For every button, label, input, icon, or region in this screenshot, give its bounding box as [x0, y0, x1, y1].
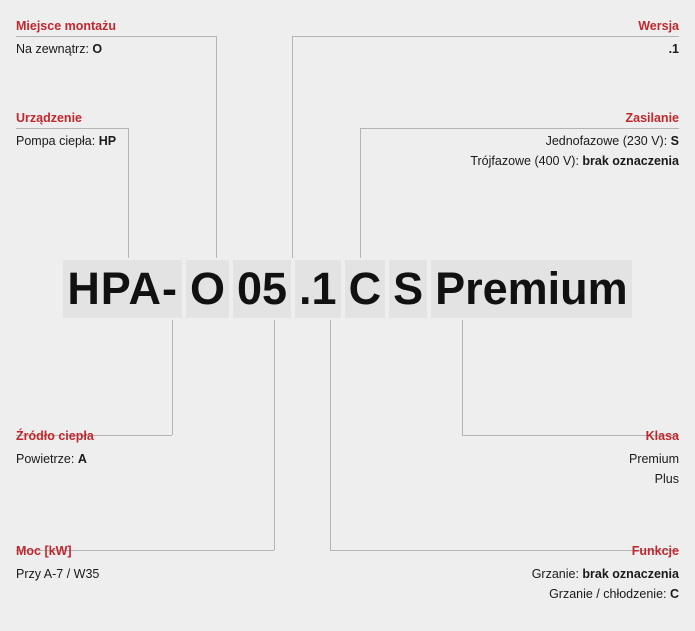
- code-segment-05: 05: [233, 260, 291, 318]
- annotation-class-row-0-label: Premium: [628, 452, 679, 467]
- annotation-supply-row-1: [470, 152, 679, 171]
- annotation-class-row-1: [629, 470, 679, 489]
- annotation-supply-row-0-value: S: [670, 134, 679, 149]
- code-segment-dot1: .1: [295, 260, 341, 318]
- annotation-functions-row-1-label: Grzanie / chłodzenie:: [549, 586, 670, 601]
- annotation-functions-row-0-label: Grzanie:: [531, 567, 583, 582]
- annotation-supply-row-1-label: Trójfazowe (400 V):: [470, 153, 583, 168]
- code-segment-s: S: [389, 260, 427, 318]
- connector-mounting-vertical: [216, 36, 217, 258]
- connector-heatsource-vertical: [172, 320, 173, 435]
- annotation-supply-row-0: [470, 132, 679, 151]
- annotation-heat-source-title: Źródło ciepła: [16, 429, 94, 443]
- connector-class-vertical: [462, 320, 463, 435]
- annotation-supply-row-0-label: Jednofazowe (230 V):: [545, 134, 671, 149]
- annotation-mounting: [16, 17, 116, 60]
- connector-functions-vertical: [330, 320, 331, 550]
- annotation-class-row-1-label: Plus: [654, 471, 679, 486]
- connector-power-vertical: [274, 320, 275, 550]
- annotation-heat-source-row-0-label: Powietrze:: [16, 452, 78, 467]
- annotation-functions-title: Funkcje: [631, 544, 679, 558]
- annotation-heat-source-row-0-value: A: [77, 452, 87, 467]
- annotation-power-title: Moc [kW]: [16, 544, 72, 558]
- annotation-functions-row-0-value: brak oznaczenia: [582, 567, 679, 582]
- annotation-version-row-0: [638, 40, 679, 59]
- code-segment-hpa: HPA-: [63, 260, 182, 318]
- code-segment-c: C: [345, 260, 386, 318]
- annotation-class-title: Klasa: [645, 429, 679, 443]
- code-segment-o: O: [186, 260, 229, 318]
- connector-supply-vertical: [360, 128, 361, 258]
- annotation-mounting-title: Miejsce montażu: [16, 19, 117, 33]
- annotation-functions-row-0: [532, 565, 679, 584]
- annotation-version-row-0-value: .1: [668, 42, 679, 57]
- connector-device-vertical: [128, 128, 129, 258]
- annotation-device-row-0-label: Pompa ciepła:: [16, 134, 99, 149]
- annotation-class-row-0: [629, 450, 679, 469]
- annotation-supply-title: Zasilanie: [625, 111, 679, 125]
- annotation-device-row-0: [16, 132, 116, 151]
- annotation-mounting-row-0-value: O: [92, 42, 103, 57]
- product-code: [0, 258, 695, 320]
- annotation-heat-source-row-0: [16, 450, 94, 469]
- annotation-functions-row-1: [532, 585, 679, 604]
- annotation-supply-row-1-value: brak oznaczenia: [582, 153, 679, 168]
- annotation-device: [16, 109, 116, 152]
- annotation-supply: [470, 109, 679, 171]
- annotation-power-row-0-label: Przy A-7 / W35: [16, 567, 100, 582]
- annotation-version: [638, 17, 679, 60]
- code-segment-premium: Premium: [431, 260, 632, 318]
- annotation-power: [16, 542, 99, 585]
- annotation-mounting-row-0: [16, 40, 116, 59]
- annotation-heat-source: [16, 427, 94, 470]
- annotation-device-row-0-value: HP: [98, 134, 117, 149]
- annotation-functions: [532, 542, 679, 604]
- annotation-version-title: Wersja: [638, 19, 679, 33]
- annotation-functions-row-1-value: C: [669, 586, 679, 601]
- connector-version-vertical: [292, 36, 293, 258]
- connector-version-horizontal: [292, 36, 679, 37]
- annotation-device-title: Urządzenie: [16, 111, 82, 125]
- annotation-class: [629, 427, 679, 489]
- annotation-power-row-0: [16, 565, 99, 584]
- annotation-mounting-row-0-label: Na zewnątrz:: [16, 42, 93, 57]
